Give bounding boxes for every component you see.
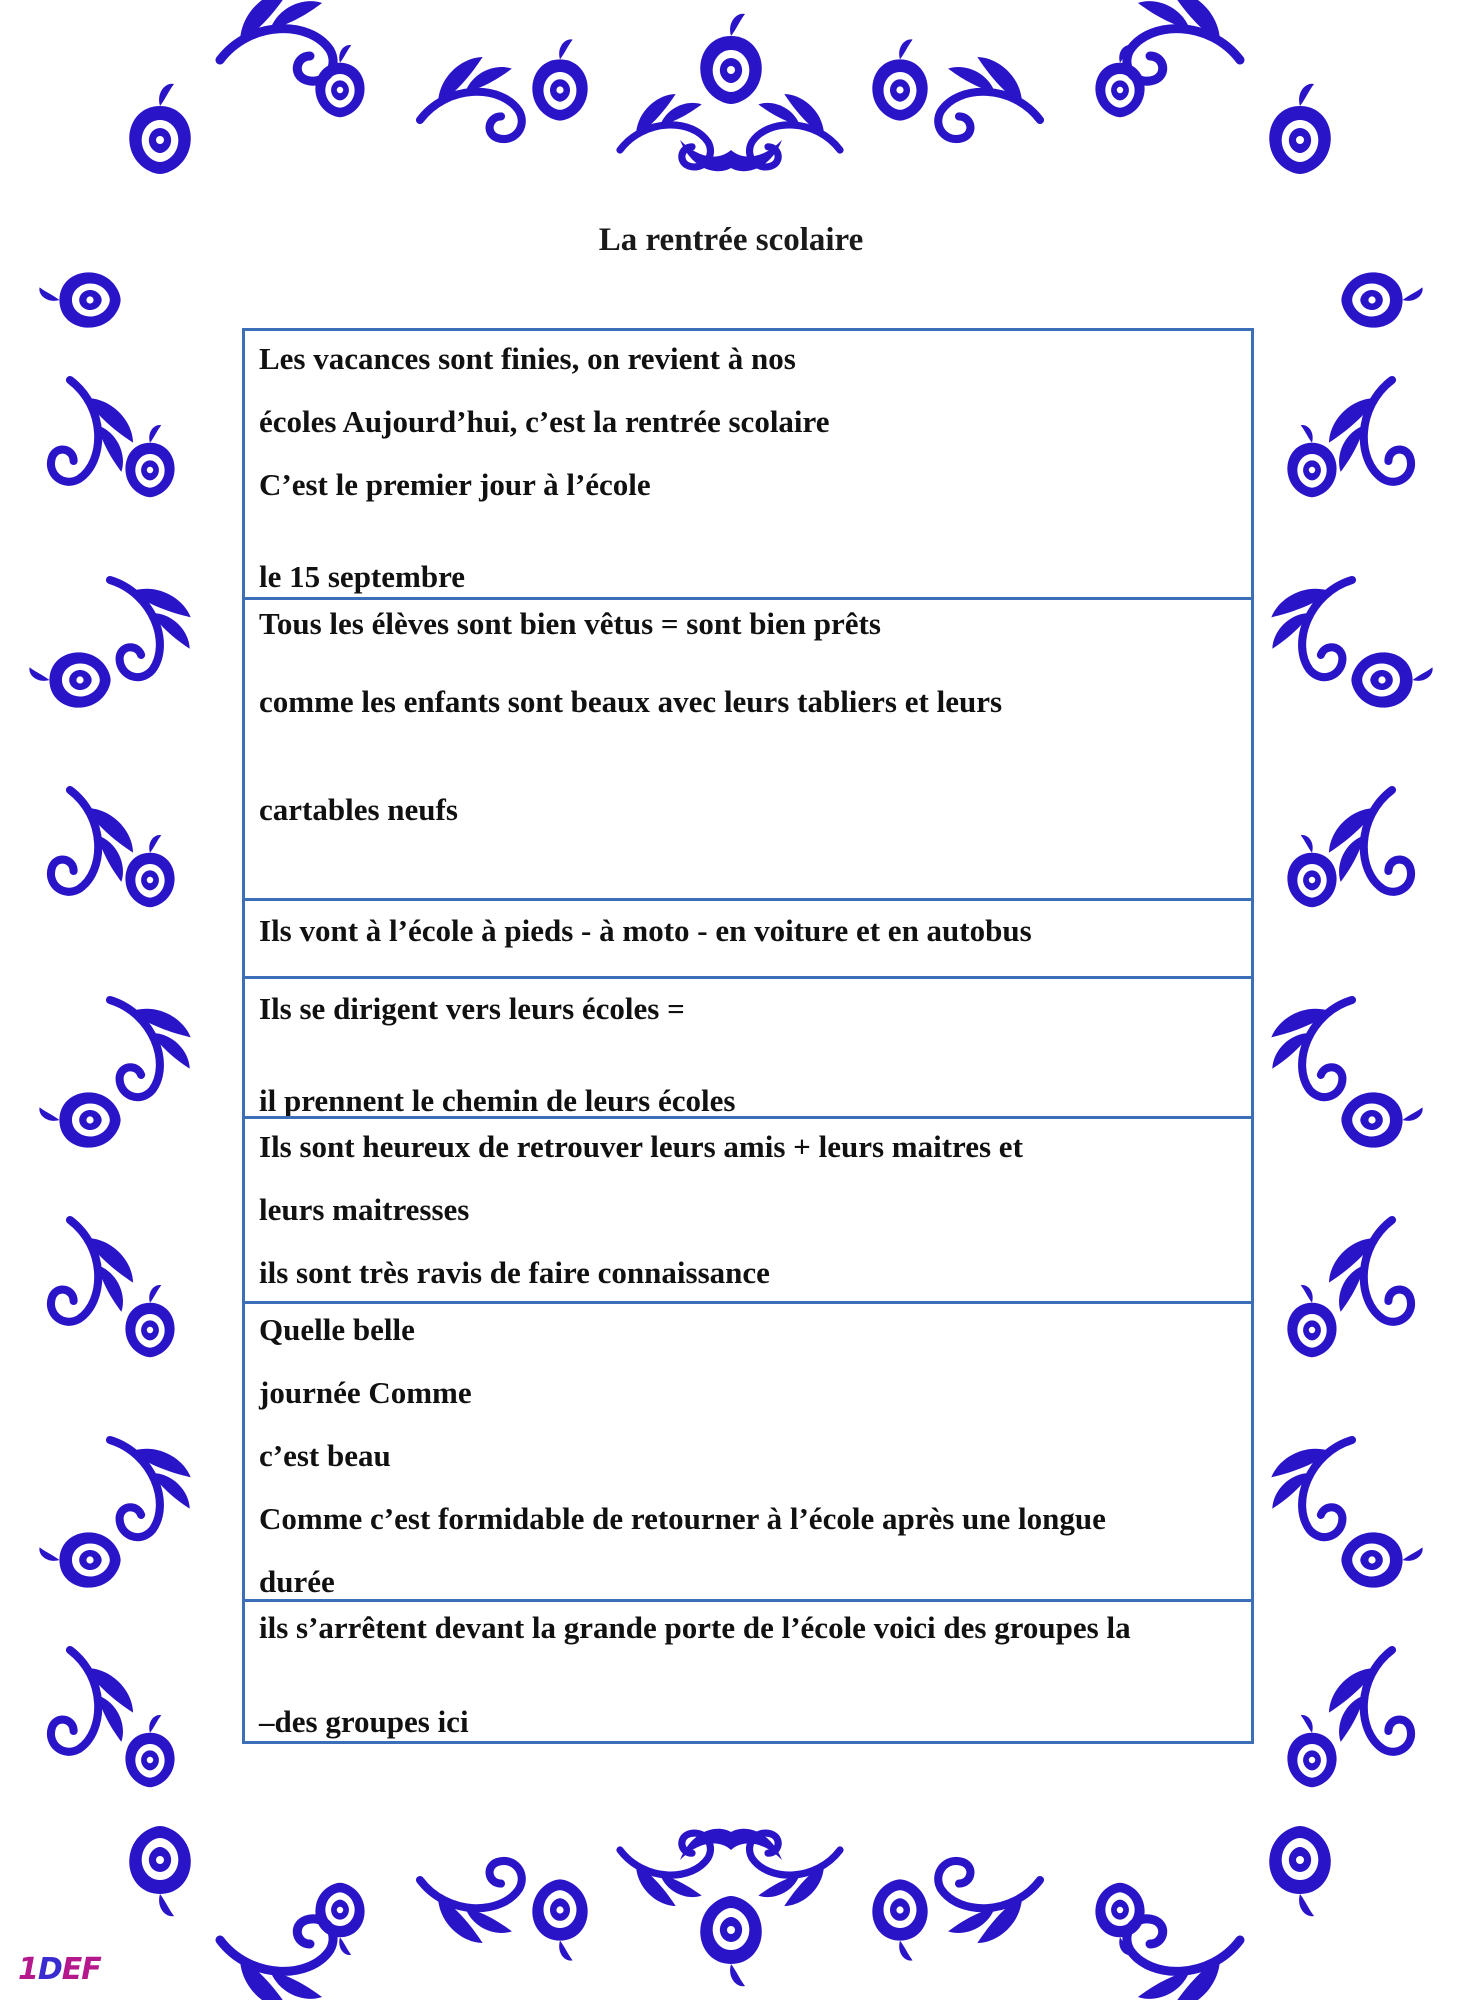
row-line: Ils sont heureux de retrouver leurs amis + leurs maitres et [259, 1129, 1023, 1164]
row-line: comme les enfants sont beaux avec leurs tabliers et leurs [259, 684, 1003, 719]
row-line: leurs maitresses [259, 1192, 470, 1227]
table-row [245, 1116, 1251, 1301]
row-line: il prennent le chemin de leurs écoles [259, 1083, 736, 1118]
lesson-table [242, 328, 1254, 1744]
row-line: cartables neufs [259, 792, 458, 827]
row-line: Quelle belle [259, 1312, 415, 1347]
row-line: c’est beau [259, 1438, 391, 1473]
row-line: journée Comme [259, 1375, 472, 1410]
table-row [245, 1301, 1251, 1599]
logo: 1DEF [18, 1952, 101, 1987]
row-line: Comme c’est formidable de retourner à l’école après une longue [259, 1501, 1106, 1536]
row-line: ils sont très ravis de faire connaissance [259, 1255, 770, 1290]
row-line: C’est le premier jour à l’école [259, 467, 651, 502]
row-line: Ils se dirigent vers leurs écoles = [259, 991, 685, 1026]
table-row [245, 597, 1251, 898]
row-line: durée [259, 1564, 335, 1599]
table-row [245, 331, 1251, 597]
row-line: Ils vont à l’école à pieds - à moto - en voiture et en autobus [259, 913, 1032, 948]
table-row [245, 898, 1251, 976]
table-row [245, 976, 1251, 1116]
page-title: La rentrée scolaire [598, 222, 864, 258]
table-row [245, 1599, 1251, 1741]
row-line: ils s’arrêtent devant la grande porte de l’école voici des groupes la [259, 1610, 1131, 1645]
row-line: Tous les élèves sont bien vêtus = sont bien prêts [259, 606, 881, 641]
row-line: écoles Aujourd’hui, c’est la rentrée scolaire [259, 404, 830, 439]
row-line: le 15 septembre [259, 559, 466, 594]
row-line: Les vacances sont finies, on revient à nos [259, 341, 796, 376]
row-line: –des groupes ici [259, 1704, 469, 1739]
